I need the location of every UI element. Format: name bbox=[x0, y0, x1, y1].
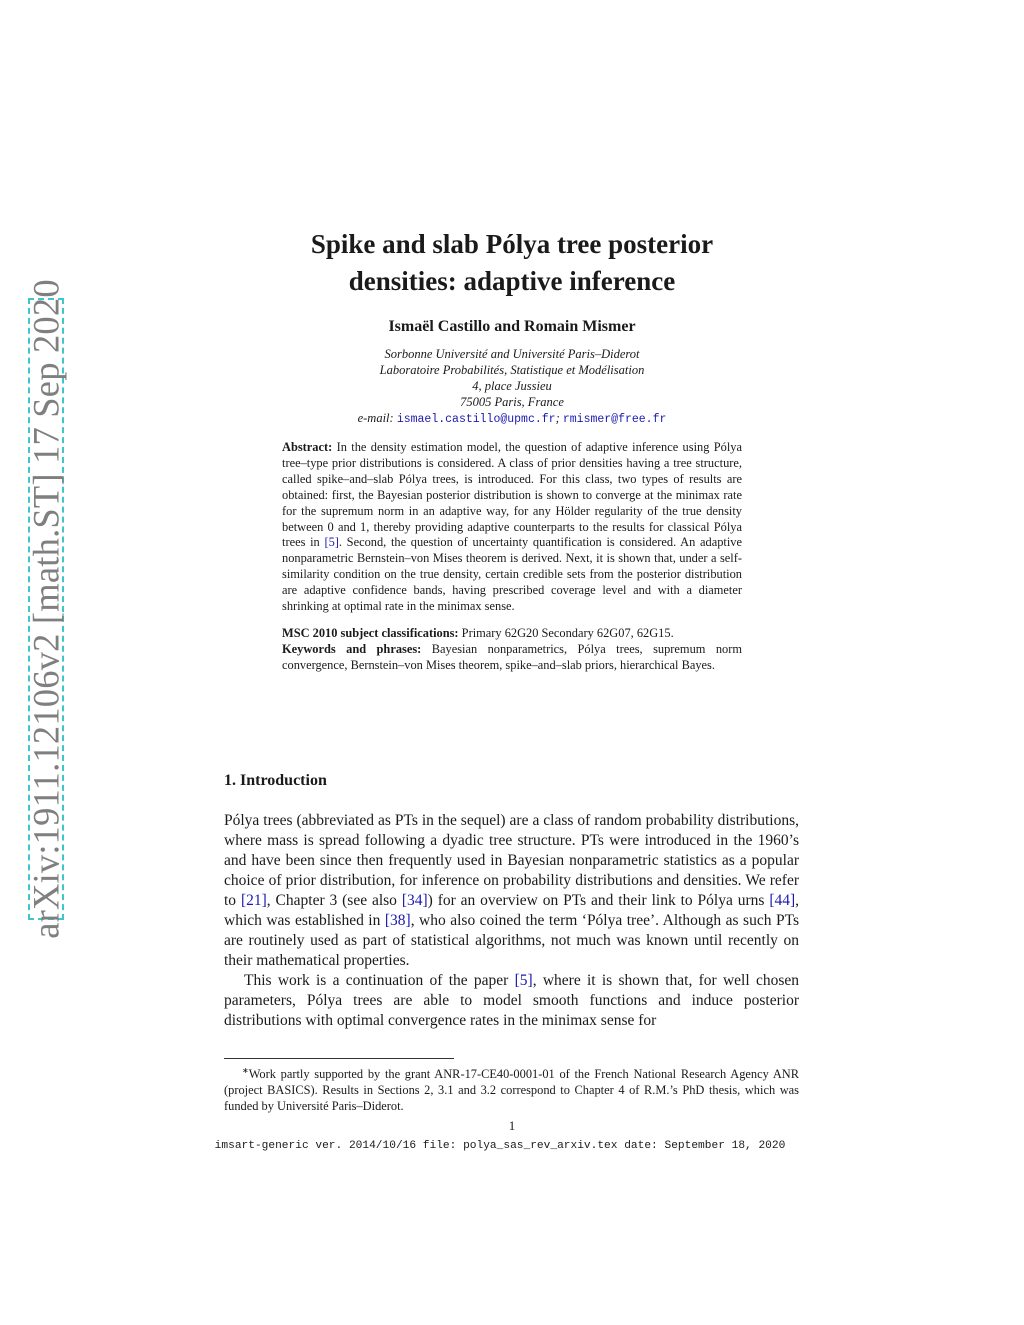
intro-p1-text-d: , which was established in bbox=[224, 892, 800, 929]
title-line-2: densities: adaptive inference bbox=[348, 266, 676, 296]
footnote-text: Work partly supported by the grant ANR-17-CE40-0001-01 of the French National Research Agency ANR (project BASICS). Results in Sections 2, 3.1 and 3.2 correspond to Chapter 4 of R.M.’s PhD thesis, which was funded by Université Paris–Diderot. bbox=[224, 1067, 799, 1114]
citation-link-34[interactable]: [34] bbox=[401, 892, 428, 909]
msc-text: Primary 62G20 Secondary 62G07, 62G15. bbox=[461, 625, 674, 640]
abstract-block bbox=[282, 440, 742, 674]
section-heading-introduction: 1. Introduction bbox=[224, 772, 327, 789]
affiliation-line-3: 4, place Jussieu bbox=[472, 379, 552, 394]
intro-p1-text-e: , who also coined the term ‘Pólya tree’. Although as such PTs are routinely used as part of statistical algorithms, not much was known until recently on their mathematical properties. bbox=[224, 912, 799, 969]
affiliation-line-4: 75005 Paris, France bbox=[460, 395, 564, 410]
intro-p1-text-b: , Chapter 3 (see also bbox=[266, 892, 402, 909]
intro-paragraph-2 bbox=[224, 971, 799, 1031]
citation-link-38[interactable]: [38] bbox=[384, 912, 411, 929]
arxiv-identifier[interactable]: arXiv:1911.12106v2 [math.ST] 17 Sep 2020 bbox=[25, 279, 67, 939]
affiliation-line-2: Laboratoire Probabilités, Statistique et Modélisation bbox=[379, 363, 645, 378]
abstract-label: Abstract: bbox=[282, 440, 333, 454]
footnote-rule bbox=[224, 1058, 454, 1059]
abstract-text-b: . Second, the question of uncertainty quantification is considered. An adaptive nonparametric Bernstein–von Mises theorem is derived. Next, it is shown that, under a self-similarity condition on the true density, certain credible sets from the posterior distribution are adaptive confidence bands, having prescribed coverage level and with a diameter shrinking at optimal rate in the minimax sense. bbox=[282, 535, 742, 614]
intro-p1-text-c: ) for an overview on PTs and their link to Pólya urns bbox=[427, 892, 770, 909]
email-link-mismer[interactable]: rmismer@free.fr bbox=[562, 413, 667, 427]
footnote-mark: ∗ bbox=[242, 1066, 249, 1075]
keywords-text: Bayesian nonparametrics, Pólya trees, supremum norm convergence, Bernstein–von Mises theorem, spike–and–slab priors, hierarchical Bayes. bbox=[282, 641, 742, 672]
intro-p2-text-b: , where it is shown that, for well chosen parameters, Pólya trees are able to model smooth functions and induce posterior distributions with optimal convergence rates in the minimax sense for bbox=[224, 972, 799, 1029]
email-separator: ; bbox=[555, 411, 560, 426]
email-label: e-mail: bbox=[357, 411, 394, 426]
citation-link-21[interactable]: [21] bbox=[240, 892, 267, 909]
intro-p2-text-a: This work is a continuation of the paper bbox=[244, 972, 515, 989]
introduction-body bbox=[224, 811, 799, 1031]
intro-paragraph-1 bbox=[224, 811, 799, 971]
email-line bbox=[222, 410, 802, 428]
running-footer: imsart-generic ver. 2014/10/16 file: polya_sas_rev_arxiv.tex date: September 18, 2020 bbox=[214, 1140, 786, 1152]
authors: Ismaël Castillo and Romain Mismer bbox=[388, 318, 636, 335]
footnote bbox=[224, 1063, 799, 1114]
keywords bbox=[282, 642, 742, 674]
abstract-paragraph bbox=[282, 440, 742, 615]
title-line-1: Spike and slab Pólya tree posterior bbox=[310, 229, 714, 259]
citation-link-5b[interactable]: [5] bbox=[514, 972, 533, 989]
abstract-text-a: In the density estimation model, the question of adaptive inference using Pólya tree–type prior distributions is considered. A class of prior densities having a tree structure, called spike–and–slab Pólya trees, is introduced. For this class, two types of results are obtained: first, the Bayesian posterior distribution is shown to converge at the minimax rate for the supremum norm in an adaptive way, for any Hölder regularity of the true density between 0 and 1, thereby providing adaptive counterparts to the results for classical Pólya trees in bbox=[282, 440, 742, 550]
page-number: 1 bbox=[508, 1118, 516, 1133]
affiliation-line-1: Sorbonne Université and Université Paris–Diderot bbox=[384, 347, 640, 361]
citation-link-44[interactable]: [44] bbox=[769, 892, 796, 909]
citation-link-5[interactable]: [5] bbox=[324, 535, 339, 550]
paper-title bbox=[222, 226, 802, 300]
intro-p1-text-a: Pólya trees (abbreviated as PTs in the sequel) are a class of random probability distributions, where mass is spread following a dyadic tree structure. PTs were introduced in the 1960’s and have been since then frequently used in Bayesian nonparametric statistics as a popular choice of prior distribution, for inference on probability distributions and densities. We refer to bbox=[224, 812, 799, 909]
msc-classification bbox=[282, 626, 742, 642]
keywords-label: Keywords and phrases: bbox=[282, 641, 422, 656]
affiliation-block bbox=[222, 346, 802, 428]
email-link-castillo[interactable]: ismael.castillo@upmc.fr bbox=[396, 413, 556, 427]
msc-label: MSC 2010 subject classifications: bbox=[282, 625, 459, 640]
